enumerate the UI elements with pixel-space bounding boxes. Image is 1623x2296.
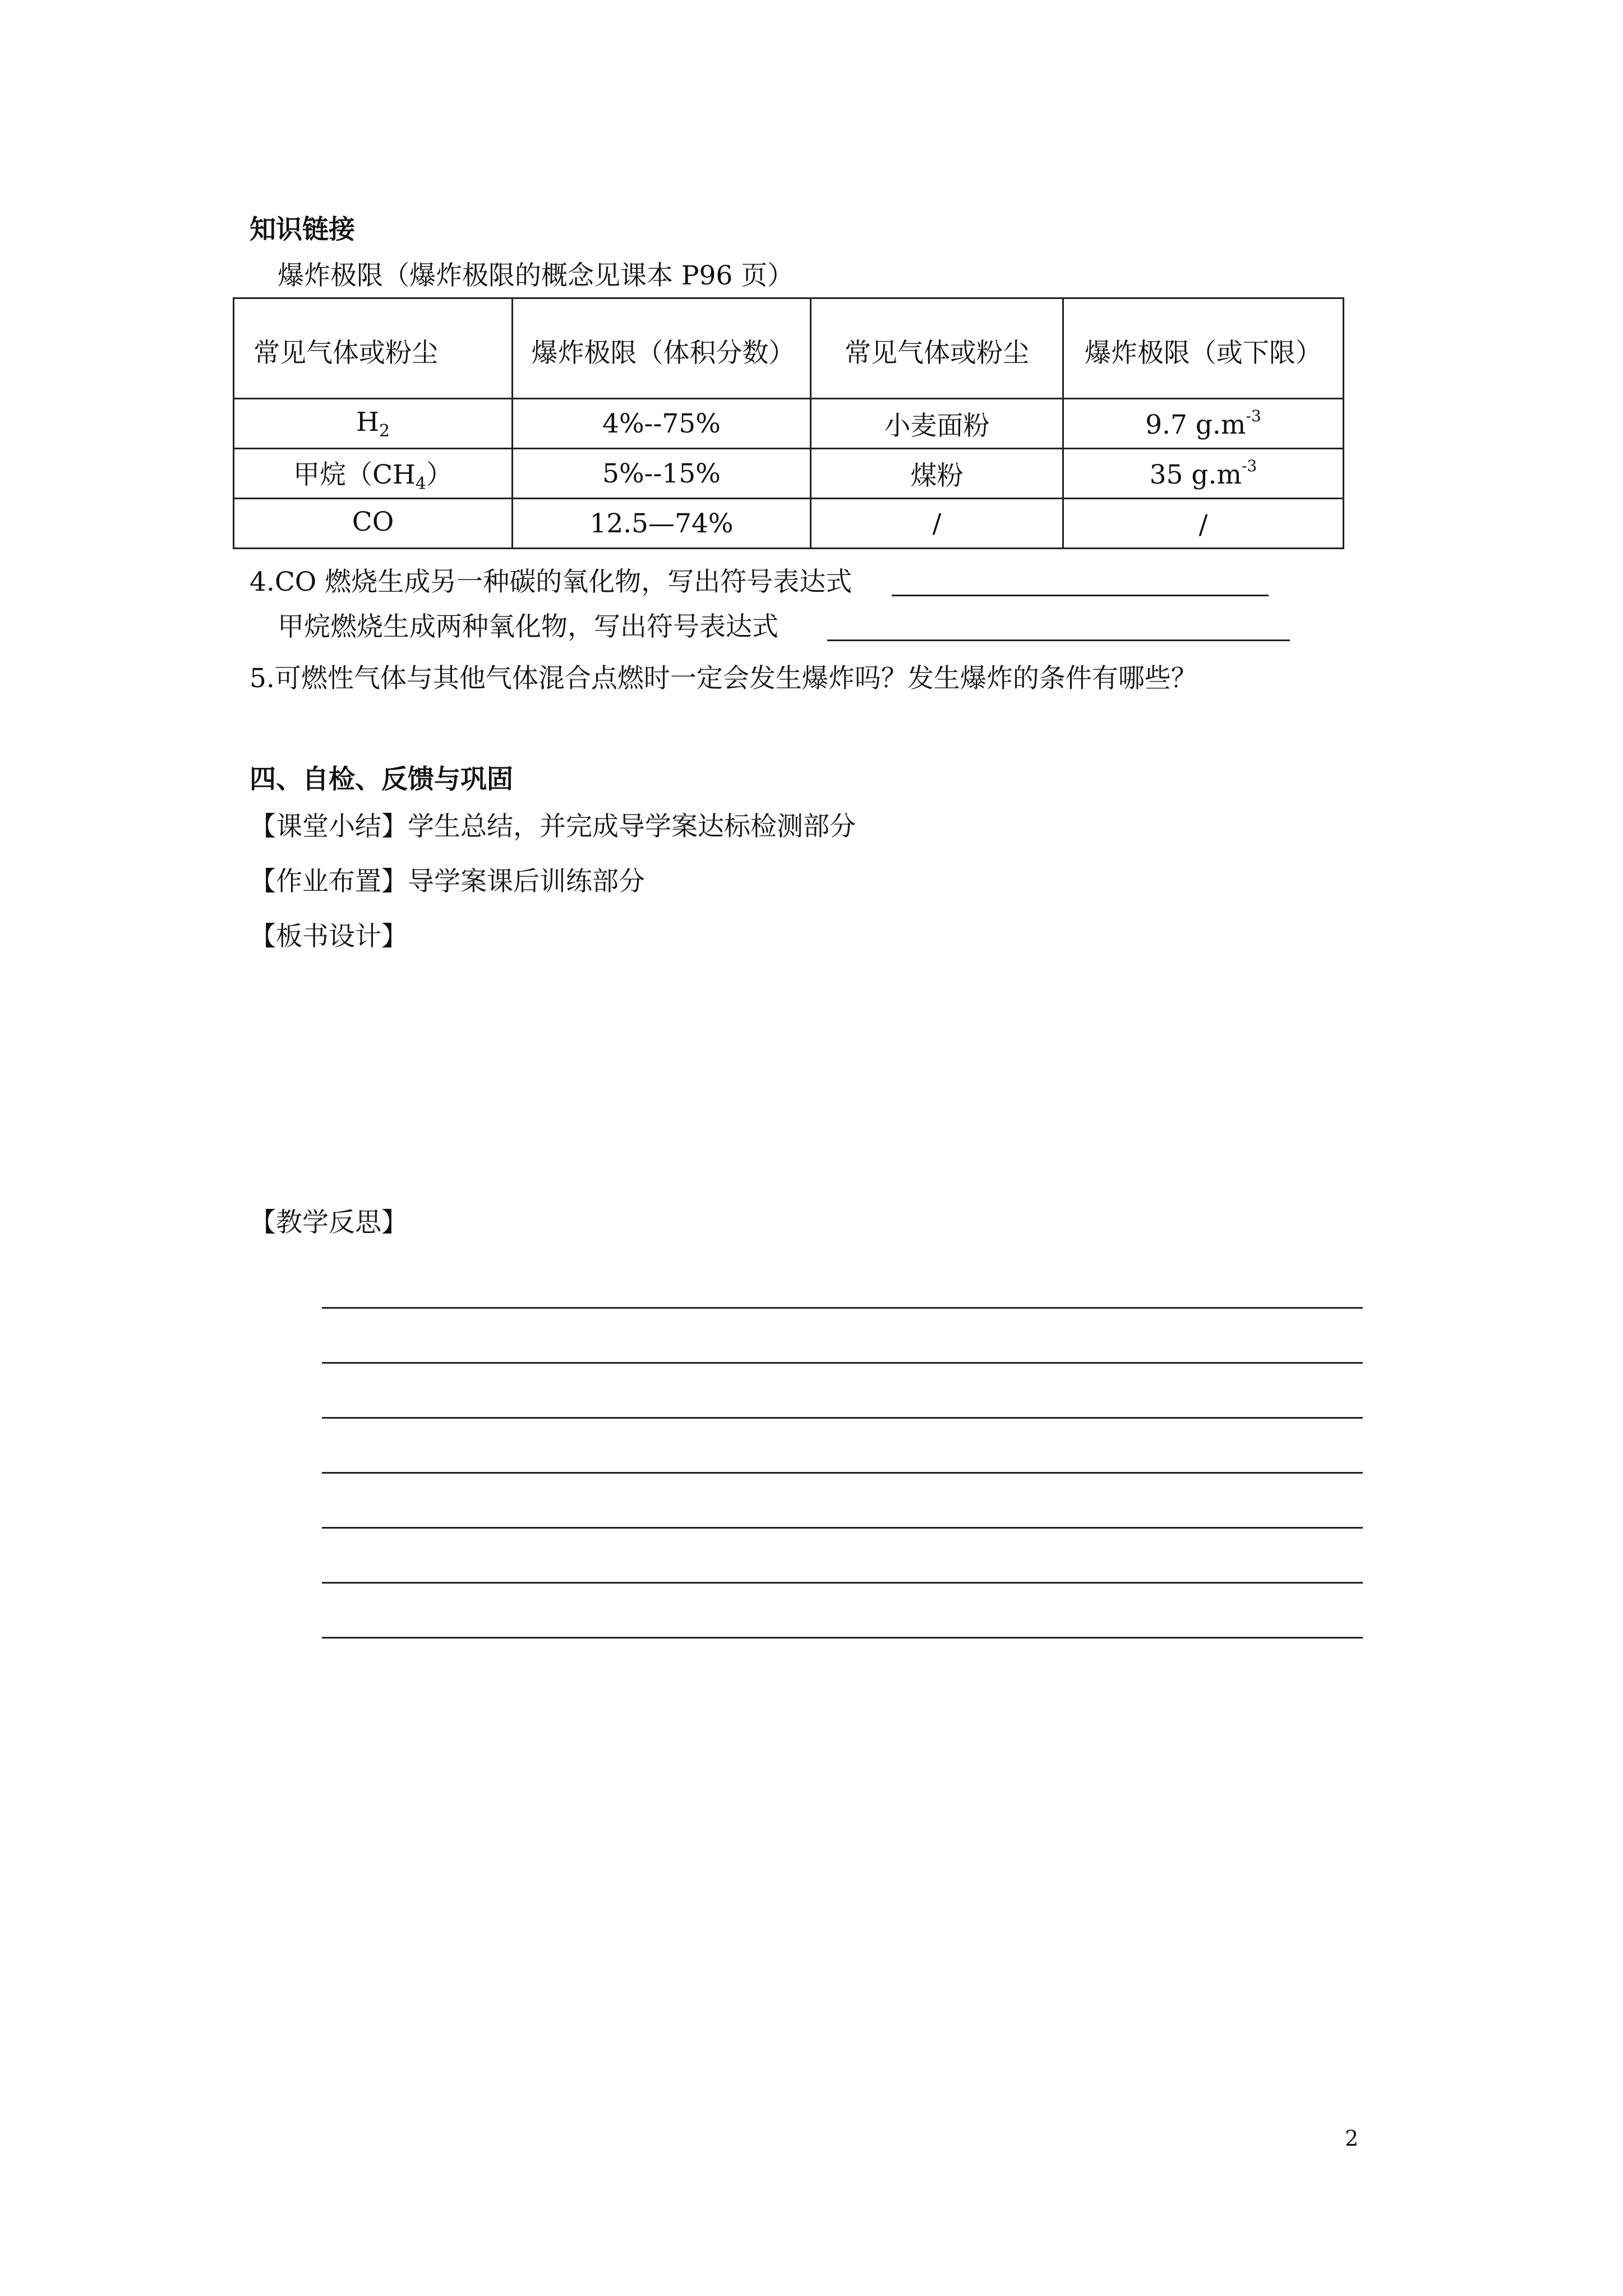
dust-limit-cell <box>1063 499 1344 549</box>
header-gas-or-dust: 常见气体或粉尘 <box>253 338 438 369</box>
board-design: 【板书设计】 <box>250 921 408 952</box>
class-summary: 【课堂小结】学生总结，并完成导学案达标检测部分 <box>250 811 856 842</box>
dust-limit-exponent: -3 <box>1242 457 1257 475</box>
reflection-writing-line[interactable] <box>322 1527 1363 1529</box>
reflection-writing-line[interactable] <box>322 1582 1363 1584</box>
explosion-limits-table <box>233 297 1344 549</box>
page-number: 2 <box>1345 2126 1359 2151</box>
gas-cell <box>234 449 513 499</box>
table-row <box>234 499 1344 549</box>
header-cell <box>1063 298 1344 399</box>
gas-name: CO <box>352 506 394 537</box>
header-cell <box>234 298 513 399</box>
question-5: 5.可燃性气体与其他气体混合点燃时一定会发生爆炸吗？发生爆炸的条件有哪些？ <box>250 663 1197 694</box>
gas-cell <box>234 499 513 549</box>
dust-limit-value: 35 g.m <box>1149 459 1242 490</box>
dust-limit-value: 9.7 g.m <box>1145 409 1246 440</box>
reflection-writing-line[interactable] <box>322 1417 1363 1419</box>
gas-name: 甲烷（CH <box>293 459 416 490</box>
dust-limit-cell <box>1063 449 1344 499</box>
gas-limit-cell: 12.5—74% <box>513 499 811 549</box>
dust-cell: 小麦面粉 <box>811 399 1063 449</box>
question-4-line-2: 甲烷燃烧生成两种氧化物，写出符号表达式 <box>278 611 778 642</box>
gas-limit-cell: 5%--15% <box>513 449 811 499</box>
reflection-writing-line[interactable] <box>322 1637 1363 1639</box>
homework-assignment: 【作业布置】导学案课后训练部分 <box>250 866 645 897</box>
section-4-heading: 四、自检、反馈与巩固 <box>250 764 513 795</box>
gas-subscript: 2 <box>379 421 390 441</box>
header-cell <box>513 298 811 399</box>
header-explosion-limit-volume: 爆炸极限（体积分数） <box>531 338 795 369</box>
question-4-line-1: 4.CO 燃烧生成另一种碳的氧化物，写出符号表达式 <box>250 567 852 597</box>
header-cell <box>811 298 1063 399</box>
gas-limit-cell: 4%--75% <box>513 399 811 449</box>
gas-cell <box>234 399 513 449</box>
header-gas-or-dust-2: 常见气体或粉尘 <box>845 338 1029 369</box>
table-header-row <box>234 298 1344 399</box>
gas-suffix: ） <box>426 459 453 490</box>
dust-cell: / <box>811 499 1063 549</box>
table-row <box>234 449 1344 499</box>
reflection-writing-line[interactable] <box>322 1307 1363 1309</box>
knowledge-link-heading: 知识链接 <box>250 214 355 245</box>
knowledge-link-intro: 爆炸极限（爆炸极限的概念见课本 P96 页） <box>278 260 794 291</box>
gas-subscript: 4 <box>415 473 427 494</box>
dust-limit-cell <box>1063 399 1344 449</box>
reflection-writing-line[interactable] <box>322 1472 1363 1474</box>
question-4-answer-line-1[interactable] <box>892 595 1269 596</box>
reflection-writing-line[interactable] <box>322 1362 1363 1364</box>
header-explosion-limit-lower: 爆炸极限（或下限） <box>1085 338 1322 369</box>
table-row <box>234 399 1344 449</box>
dust-cell: 煤粉 <box>811 449 1063 499</box>
gas-name: H <box>356 406 379 438</box>
question-4-answer-line-2[interactable] <box>827 639 1290 641</box>
dust-limit-exponent: -3 <box>1246 407 1261 425</box>
dust-limit-value: / <box>1198 509 1208 540</box>
teaching-reflection: 【教学反思】 <box>250 1207 408 1238</box>
